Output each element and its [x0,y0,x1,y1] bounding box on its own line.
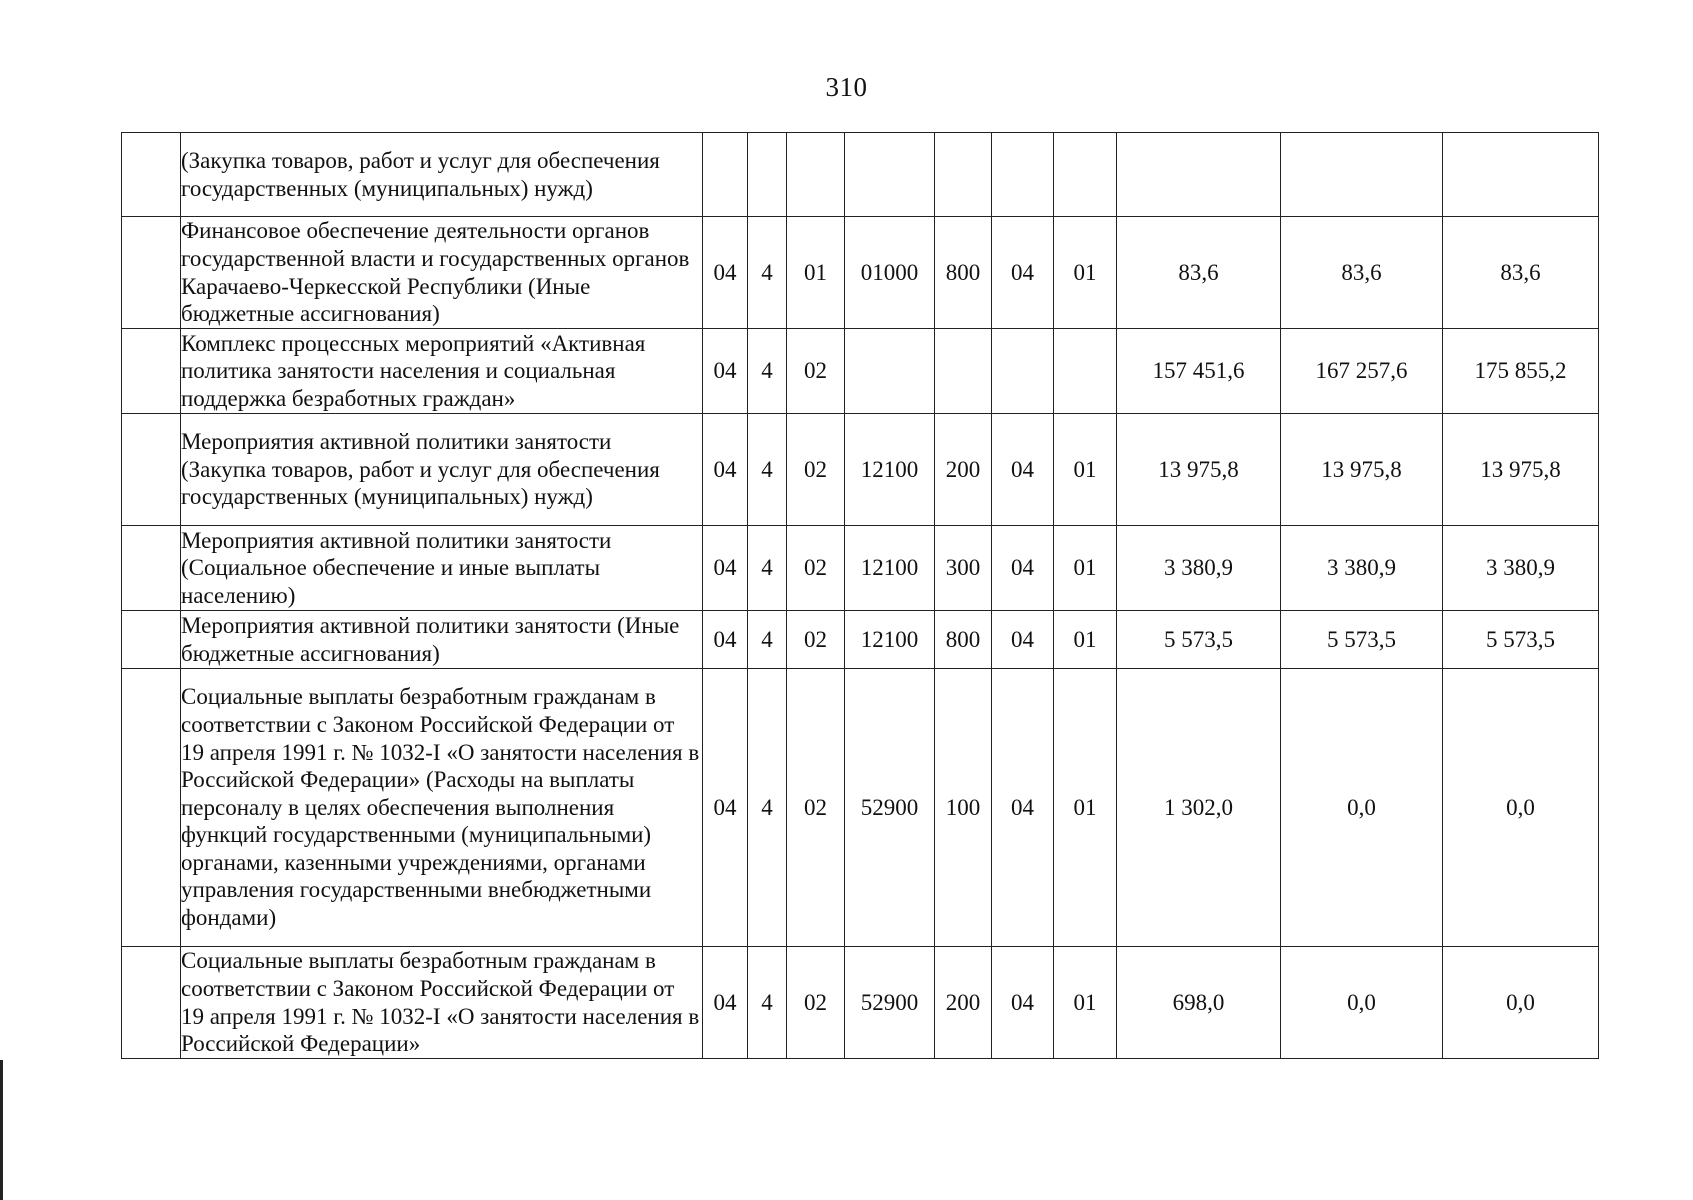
row-marker-cell [122,947,181,1059]
cell-code-6: 04 [992,526,1054,611]
cell-code-3: 02 [787,669,845,947]
cell-code-3: 02 [787,414,845,526]
table-row [122,217,1599,329]
cell-amount-2: 0,0 [1281,947,1443,1059]
cell-code-2: 4 [748,217,787,329]
cell-amount-2: 3 380,9 [1281,526,1443,611]
cell-code-3: 02 [787,329,845,414]
cell-code-2: 4 [748,414,787,526]
cell-amount-3: 0,0 [1443,669,1599,947]
cell-code-2: 4 [748,669,787,947]
table-row [122,526,1599,611]
cell-code-1: 04 [703,526,748,611]
cell-code-5: 800 [935,611,992,669]
row-description: Мероприятия активной политики занятости (Иные бюджетные ассигнования) [181,611,703,669]
cell-amount-1 [1117,133,1281,217]
cell-code-5: 100 [935,669,992,947]
cell-code-4 [845,329,935,414]
cell-amount-1: 83,6 [1117,217,1281,329]
cell-code-4: 52900 [845,947,935,1059]
cell-code-4 [845,133,935,217]
cell-code-2: 4 [748,611,787,669]
table-body [122,133,1599,1059]
cell-code-4: 12100 [845,611,935,669]
cell-code-6 [992,133,1054,217]
cell-code-4: 12100 [845,526,935,611]
row-description: Комплекс процессных мероприятий «Активная политика занятости населения и социальная поддержка безработных граждан» [181,329,703,414]
cell-code-5: 200 [935,947,992,1059]
cell-code-3: 02 [787,611,845,669]
cell-amount-3: 0,0 [1443,947,1599,1059]
cell-code-5: 200 [935,414,992,526]
cell-code-5 [935,133,992,217]
cell-code-1: 04 [703,414,748,526]
cell-amount-2: 5 573,5 [1281,611,1443,669]
row-marker-cell [122,133,181,217]
cell-amount-3: 13 975,8 [1443,414,1599,526]
cell-amount-3 [1443,133,1599,217]
row-marker-cell [122,611,181,669]
cell-amount-1: 157 451,6 [1117,329,1281,414]
cell-code-5: 300 [935,526,992,611]
budget-table [121,132,1599,1059]
cell-amount-2: 83,6 [1281,217,1443,329]
cell-code-7 [1054,329,1117,414]
cell-code-6: 04 [992,947,1054,1059]
cell-code-1: 04 [703,329,748,414]
cell-code-2: 4 [748,526,787,611]
cell-code-7: 01 [1054,611,1117,669]
scan-edge-line [0,1060,3,1200]
row-description: Мероприятия активной политики занятости (Социальное обеспечение и иные выплаты населению) [181,526,703,611]
row-marker-cell [122,526,181,611]
table-row [122,669,1599,947]
cell-amount-1: 1 302,0 [1117,669,1281,947]
cell-code-6: 04 [992,217,1054,329]
table-row [122,947,1599,1059]
cell-code-3: 01 [787,217,845,329]
cell-code-5: 800 [935,217,992,329]
table-row [122,329,1599,414]
cell-amount-2: 0,0 [1281,669,1443,947]
cell-code-7: 01 [1054,217,1117,329]
cell-amount-1: 3 380,9 [1117,526,1281,611]
cell-amount-3: 83,6 [1443,217,1599,329]
cell-amount-1: 5 573,5 [1117,611,1281,669]
cell-amount-1: 698,0 [1117,947,1281,1059]
cell-code-2: 4 [748,329,787,414]
row-marker-cell [122,217,181,329]
cell-code-1: 04 [703,669,748,947]
cell-amount-3: 3 380,9 [1443,526,1599,611]
cell-amount-1: 13 975,8 [1117,414,1281,526]
cell-code-2 [748,133,787,217]
row-marker-cell [122,669,181,947]
row-description: Мероприятия активной политики занятости (Закупка товаров, работ и услуг для обеспечения государственных (муниципальных) нужд) [181,414,703,526]
table-row [122,611,1599,669]
cell-code-3 [787,133,845,217]
cell-amount-2 [1281,133,1443,217]
row-marker-cell [122,414,181,526]
cell-code-4: 12100 [845,414,935,526]
cell-amount-2: 167 257,6 [1281,329,1443,414]
cell-code-7: 01 [1054,669,1117,947]
cell-code-1 [703,133,748,217]
cell-code-1: 04 [703,947,748,1059]
cell-code-6: 04 [992,414,1054,526]
cell-code-4: 52900 [845,669,935,947]
cell-code-7 [1054,133,1117,217]
row-marker-cell [122,329,181,414]
cell-code-3: 02 [787,947,845,1059]
cell-code-7: 01 [1054,414,1117,526]
cell-code-7: 01 [1054,526,1117,611]
cell-code-4: 01000 [845,217,935,329]
cell-code-6: 04 [992,611,1054,669]
cell-code-5 [935,329,992,414]
cell-amount-2: 13 975,8 [1281,414,1443,526]
table-row [122,414,1599,526]
cell-code-7: 01 [1054,947,1117,1059]
table-row [122,133,1599,217]
cell-code-1: 04 [703,217,748,329]
row-description: Финансовое обеспечение деятельности органов государственной власти и государственных органов Карачаево-Черкесской Республики (Иные бюджетные ассигнования) [181,217,703,329]
row-description: Социальные выплаты безработным гражданам в соответствии с Законом Российской Федерации от 19 апреля 1991 г. № 1032-I «О занятости населения в Российской Федерации» [181,947,703,1059]
cell-code-1: 04 [703,611,748,669]
cell-amount-3: 175 855,2 [1443,329,1599,414]
cell-code-6 [992,329,1054,414]
page-number: 310 [825,72,868,102]
cell-code-2: 4 [748,947,787,1059]
row-description: (Закупка товаров, работ и услуг для обеспечения государственных (муниципальных) нужд) [181,133,703,217]
row-description: Социальные выплаты безработным гражданам в соответствии с Законом Российской Федерации от 19 апреля 1991 г. № 1032-I «О занятости населения в Российской Федерации» (Расходы на выплаты персоналу в целях обеспечения выполнения функций государственными (муниципальными) органами, казенными учреждениями, органами управления государственными внебюджетными фондами) [181,669,703,947]
cell-code-6: 04 [992,669,1054,947]
cell-code-3: 02 [787,526,845,611]
cell-amount-3: 5 573,5 [1443,611,1599,669]
